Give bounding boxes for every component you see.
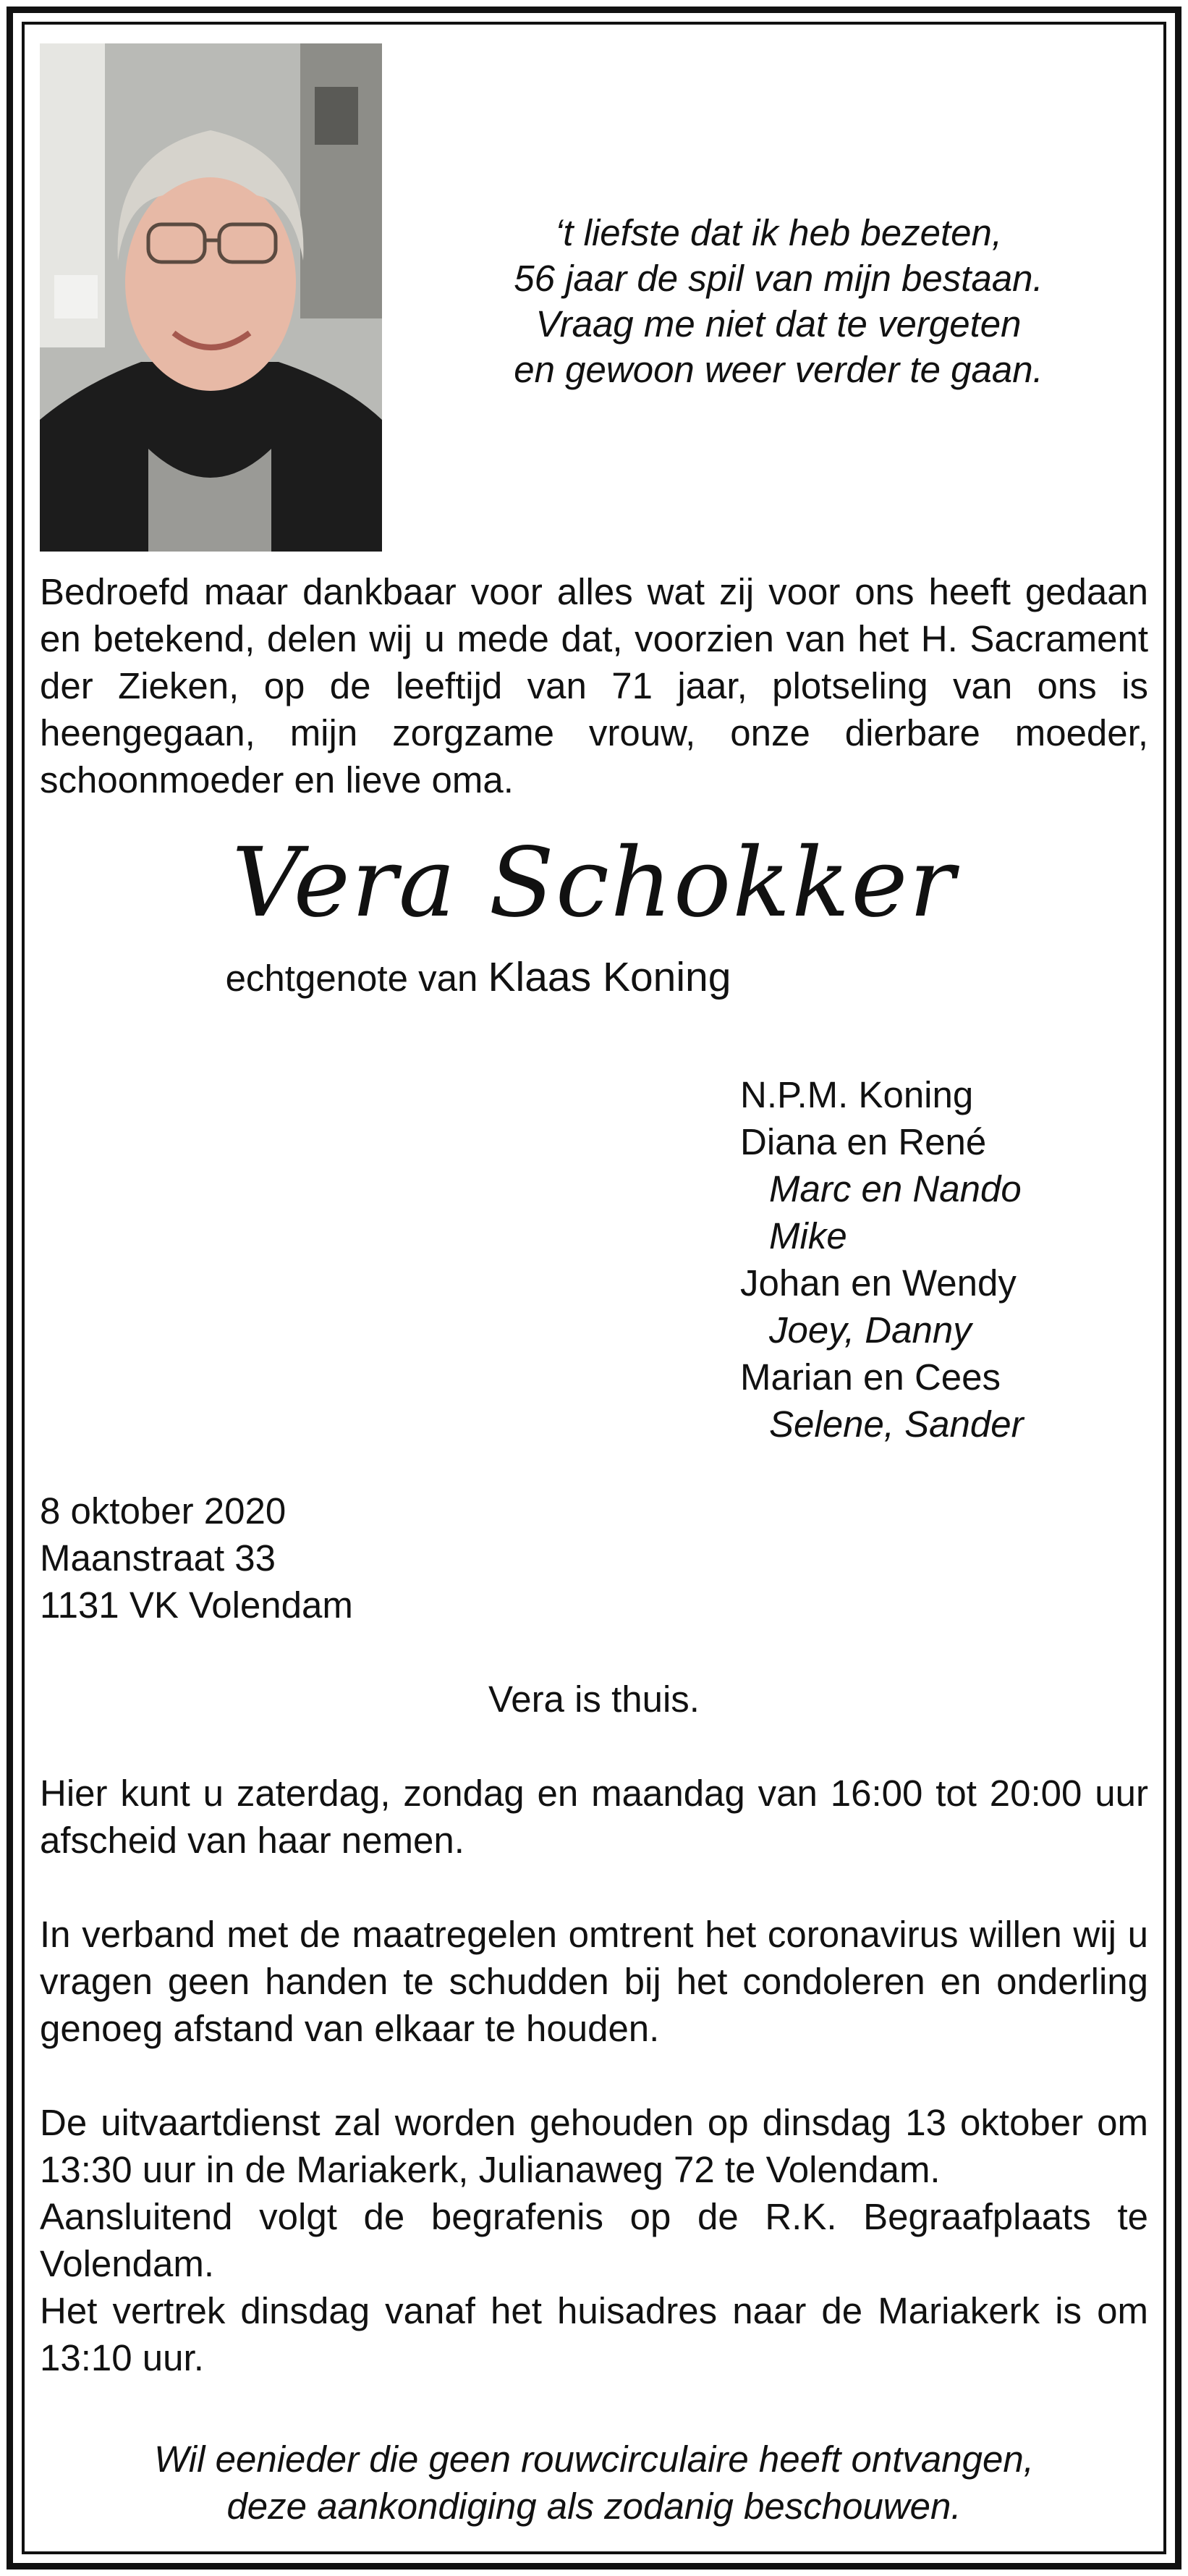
paragraph-text: Het vertrek dinsdag vanaf het huisadres naar de Mariakerk is om 13:10 uur. xyxy=(40,2290,1148,2378)
address-block xyxy=(40,1487,353,1629)
spouse-line xyxy=(40,954,1148,1002)
corona-paragraph xyxy=(40,1911,1148,2052)
service-paragraph xyxy=(40,2099,1148,2287)
intro-text: Bedroefd maar dankbaar voor alles wat zij voor ons heeft gedaan en betekend, delen wij u mede dat, voorzien van het H. Sacrament der Zieken, op de leeftijd van 71 jaar, plotseling van ons is heengegaan, mijn zorgzame vrouw, onze dierbare moeder, schoonmoeder en lieve oma. xyxy=(40,571,1148,801)
intro-paragraph xyxy=(40,568,1148,803)
street-address: Maanstraat 33 xyxy=(40,1537,276,1579)
family-member: Johan en Wendy xyxy=(740,1262,1017,1304)
family-member: N.P.M. Koning xyxy=(740,1074,974,1115)
paragraph-text: Aansluitend volgt de begrafenis op de R.K. Begraafplaats te Volendam. xyxy=(40,2196,1148,2284)
paragraph-text: De uitvaartdienst zal worden gehouden op dinsdag 13 oktober om 13:30 uur in de Mariakerk, Julianaweg 72 te Volendam. xyxy=(40,2102,1148,2190)
memorial-poem xyxy=(409,210,1148,392)
family-member: Diana en René xyxy=(740,1121,987,1162)
postal-city: 1131 VK Volendam xyxy=(40,1584,353,1626)
poem-line: 56 jaar de spil van mijn bestaan. xyxy=(514,258,1043,299)
poem-line: ‘t liefste dat ik heb bezeten, xyxy=(554,212,1003,253)
spouse-prefix: echtgenote van xyxy=(225,958,478,999)
closing-line: deze aankondiging als zodanig beschouwen. xyxy=(226,2486,962,2527)
departure-paragraph xyxy=(40,2287,1148,2381)
poem-line: en gewoon weer verder te gaan. xyxy=(514,349,1043,390)
portrait-photo xyxy=(40,43,382,552)
grandchild: Selene, Sander xyxy=(769,1403,1024,1445)
notice-date: 8 oktober 2020 xyxy=(40,1490,287,1532)
deceased-name: Vera Schokker xyxy=(232,827,956,939)
viewing-paragraph xyxy=(40,1770,1148,1864)
portrait-illustration xyxy=(40,43,382,552)
home-notice: Vera is thuis. xyxy=(488,1678,700,1720)
paragraph-text: In verband met de maatregelen omtrent het coronavirus willen wij u vragen geen handen te schudden bij het condoleren en onderling genoeg afstand van elkaar te houden. xyxy=(40,1914,1148,2049)
grandchild: Marc en Nando xyxy=(769,1168,1022,1209)
poem-line: Vraag me niet dat te vergeten xyxy=(535,303,1022,345)
grandchild: Joey, Danny xyxy=(769,1309,972,1351)
family-list xyxy=(740,1071,1145,1448)
spouse-name: Klaas Koning xyxy=(488,954,731,1000)
family-member: Marian en Cees xyxy=(740,1356,1001,1398)
grandchild: Mike xyxy=(769,1215,847,1257)
paragraph-text: Hier kunt u zaterdag, zondag en maandag van 16:00 tot 20:00 uur afscheid van haar nemen. xyxy=(40,1773,1148,1861)
closing-line: Wil eenieder die geen rouwcirculaire heeft ontvangen, xyxy=(154,2438,1034,2480)
closing-note xyxy=(40,2436,1148,2530)
